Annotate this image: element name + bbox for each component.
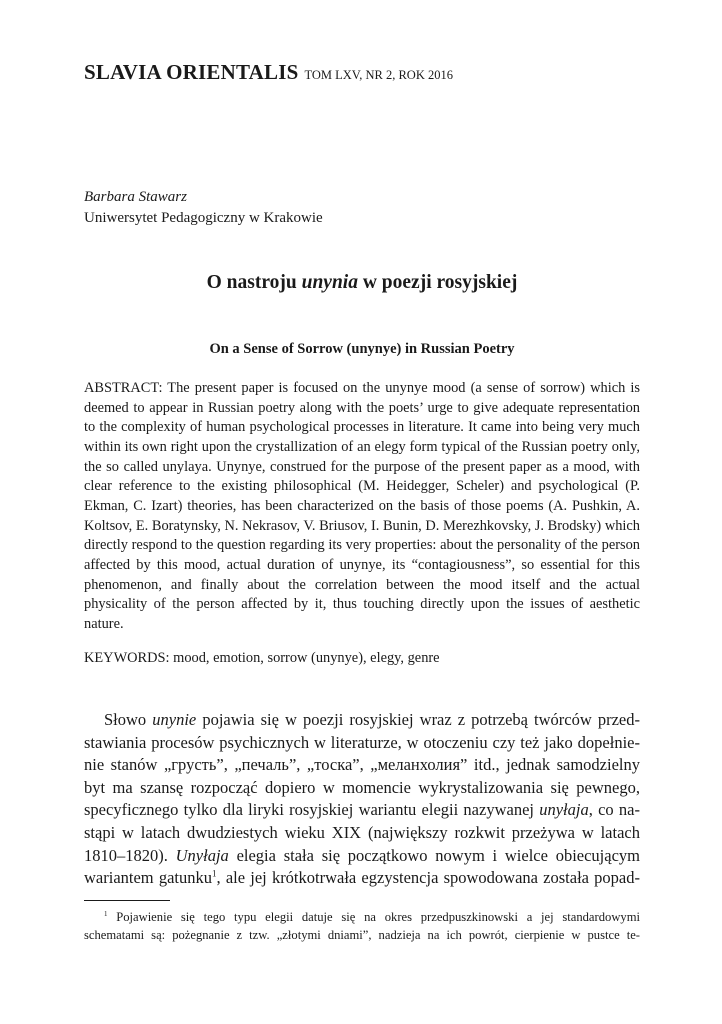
footnote-line: $^1$ Pojawienie się tego typu elegii datuje się na okres przedpuszkinowski a jej standardowymi: [104, 910, 640, 924]
body-line: specyficznego tylko dla liryki rosyjskiej wariantu elegii nazywanej unyłaja, co na-: [84, 800, 640, 820]
body-line: Słowo unynie pojawia się w poezji rosyjskiej wraz z potrzebą twórców przed-: [104, 710, 640, 729]
body-line: wariantem gatunku$^1$, ale jej krótkotrwała egzystencja spowodowana została popad-: [84, 868, 640, 888]
journal-name: SLAVIA ORIENTALIS: [84, 60, 299, 84]
footnote-line: schematami są: pożegnanie z tzw. „złotymi dniami”, nadzieja na ich powrót, cierpienie w pustce te-: [84, 928, 640, 942]
footnote: [84, 908, 640, 944]
footnote-number: 1: [104, 910, 108, 918]
body-line: 1810–1820). Unyłaja elegia stała się początkowo nowym i wielce obiecującym: [84, 845, 640, 865]
journal-header: [84, 60, 453, 85]
abstract: ABSTRACT: The present paper is focused on the unynye mood (a sense of sorrow) which is deemed to appear in Russian poetry along with the poets’ urge to give adequate representation to the complexity of human psychological processes in literature. It came into being very much within its own right upon the crystallization of an elegy form typical of the Russian poetry only, the so called unylaya. Unynye, construed for the purpose of the present paper as a mood, with clear reference to the existing philosophical (M. Heidegger, Scheler) and psychological (P. Ekman, C. Izart) theories, has been characterized on the basis of those poems (A. Pushkin, A. Koltsov, E. Boratynsky, N. Nekrasov, V. Briusov, I. Bunin, D. Merezhkovsky, J. Brodsky) which directly respond to the question regarding its very properties: about the personality of the person affected by this mood, actual duration of unynye, its “contagiousness”, so essential for this phenomenon, and finally about the correlation between the mood itself and the actual physicality of the person affected by it, thus touching directly upon the issues of aesthetic nature.: [84, 380, 640, 632]
author-affiliation: Uniwersytet Pedagogiczny w Krakowie: [84, 210, 323, 226]
article-subtitle: On a Sense of Sorrow (unynye) in Russian Poetry: [209, 341, 515, 357]
footnote-reference[interactable]: 1: [211, 868, 217, 879]
title-italic-term: unynia: [301, 272, 358, 293]
author-name: Barbara Stawarz: [84, 189, 187, 205]
article-title: [84, 272, 640, 294]
journal-issue: TOM LXV, NR 2, ROK 2016: [304, 68, 453, 82]
footnote-divider: [84, 900, 170, 901]
body-paragraph: [84, 709, 640, 890]
body-line: nie stanów „грусть”, „печаль”, „тоска”, „меланхолия” itd., jednak samodzielny: [84, 755, 640, 775]
body-line: stawiania procesów psychicznych w literaturze, w otoczeniu czy też jako dopełnie-: [84, 732, 640, 752]
body-line: stąpi w latach dwudziestych wieku XIX (największy rozkwit przeżywa w latach: [84, 822, 640, 842]
keywords: KEYWORDS: mood, emotion, sorrow (unynye), elegy, genre: [84, 650, 440, 666]
title-part-1: O nastroju: [206, 272, 302, 293]
title-part-2: w poezji rosyjskiej: [357, 272, 518, 293]
body-line: byt ma szansę rozpocząć dopiero w momencie wykrystalizowania się pewnego,: [84, 777, 640, 797]
